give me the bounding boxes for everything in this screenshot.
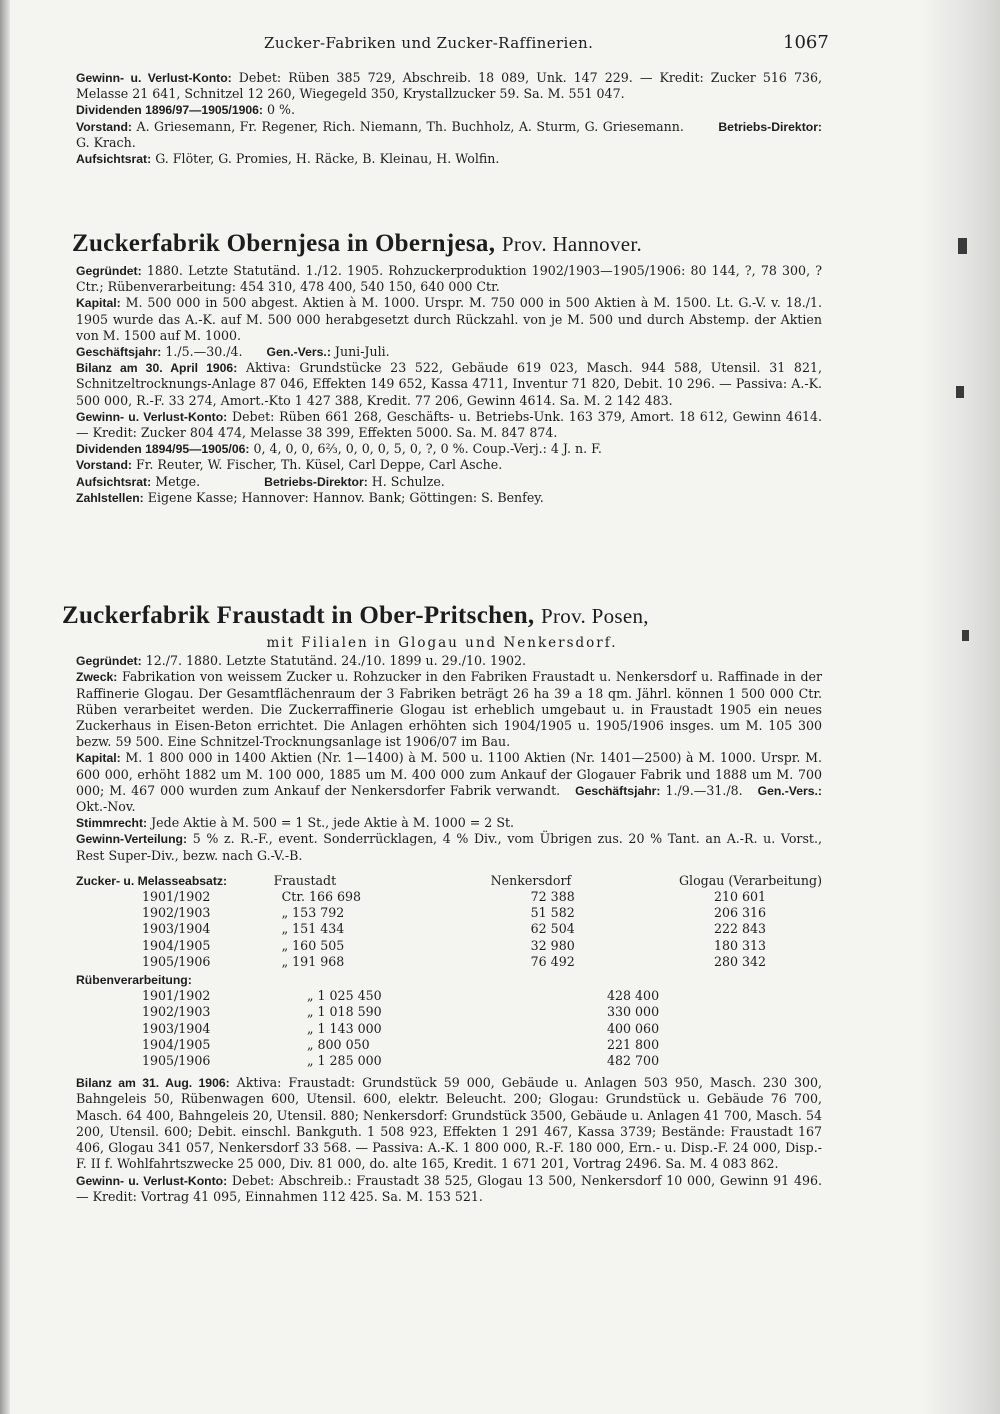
year-cell: 1901/1902 (142, 988, 211, 1004)
page-edge-shadow (920, 0, 1000, 1414)
field-label: Gewinn- u. Verlust-Konto: (76, 409, 228, 424)
field-label: Dividenden 1894/95—1905/06: (76, 442, 250, 457)
table-row (62, 1021, 797, 1037)
field-label: Gen.-Vers.: (757, 783, 822, 798)
field-label: Aufsichtsrat: (76, 474, 152, 489)
year-cell: 1905/1906 (142, 953, 211, 969)
glogau-cell: 180 313 (713, 937, 767, 953)
fraustadt-cell: „ 1 018 590 (307, 1004, 382, 1020)
glogau-cell: 222 843 (713, 921, 767, 937)
table-label: Rübenverarbeitung: (76, 973, 192, 988)
nenkersdorf-cell: 221 800 (607, 1036, 660, 1052)
company-heading: Zuckerfabrik Obernjesa in Obernjesa, Prov. Hannover. (72, 230, 643, 257)
field-label: Kapital: (76, 296, 121, 311)
glogau-cell: 280 342 (713, 953, 767, 969)
year-cell: 1905/1906 (142, 1053, 211, 1069)
year-cell: 1902/1903 (142, 1004, 211, 1020)
field-label: Gegründet: (76, 264, 142, 278)
field-label: Bilanz am 31. Aug. 1906: (76, 1076, 230, 1091)
field-label: Aufsichtsrat: (76, 152, 152, 167)
nenkersdorf-cell: 62 504 (530, 921, 575, 937)
field-label: Zweck: (76, 670, 118, 685)
year-cell: 1904/1905 (142, 937, 211, 953)
previous-entry-tail (62, 70, 822, 167)
year-cell: 1904/1905 (142, 1036, 211, 1052)
field-label: Stimmrecht: (76, 816, 148, 831)
field-label: Gewinn-Verteilung: (76, 832, 188, 847)
field-label: Gewinn- u. Verlust-Konto: (76, 1173, 228, 1188)
table-row (62, 1037, 797, 1053)
field-label: Betriebs-Direktor: (264, 474, 368, 489)
field-label: Geschäftsjahr: (76, 345, 162, 360)
table-row (62, 1004, 797, 1020)
column-header: Nenkersdorf (490, 872, 572, 888)
supervisory-paragraph: Aufsichtsrat: G. Flöter, G. Promies, H. Räcke, B. Kleinau, H. Wolfin. (76, 151, 500, 167)
year-cell: 1902/1903 (142, 905, 211, 921)
scan-mark (962, 630, 969, 641)
table-row (62, 1053, 797, 1069)
table-row (62, 921, 822, 937)
glogau-cell: 210 601 (713, 889, 767, 905)
field-label: Geschäftsjahr: (575, 783, 661, 798)
field-label: Dividenden 1896/97—1905/1906: (76, 103, 263, 118)
fraustadt-cell: „ 1 143 000 (307, 1020, 382, 1036)
nenkersdorf-cell: 428 400 (607, 988, 660, 1004)
table-row (62, 905, 822, 921)
table-header-row (62, 873, 822, 889)
nenkersdorf-cell: 32 980 (530, 937, 575, 953)
sales-table (62, 873, 822, 970)
table-header-row (62, 972, 797, 988)
nenkersdorf-cell: 482 700 (607, 1053, 660, 1069)
fraustadt-cell: „ 153 792 (281, 905, 345, 921)
fraustadt-cell: „ 151 434 (281, 921, 345, 937)
nenkersdorf-cell: 51 582 (530, 905, 575, 921)
company-heading: Zuckerfabrik Fraustadt in Ober-Pritschen, Prov. Posen, (62, 602, 649, 629)
board-paragraph: Vorstand: A. Griesemann, Fr. Regener, Rich. Niemann, Th. Buchholz, A. Sturm, G. Griesemann. Betriebs-Direktor: G. Krach. (76, 118, 822, 150)
fraustadt-cell: „ 1 285 000 (307, 1053, 382, 1069)
field-label: Kapital: (76, 751, 121, 766)
field-label: Gen.-Vers.: (266, 345, 331, 360)
fraustadt-cell: „ 800 050 (307, 1036, 370, 1052)
field-label: Gewinn- u. Verlust-Konto: (76, 71, 232, 85)
fraustadt-cell: „ 191 968 (281, 953, 345, 969)
column-header: Glogau (Verarbeitung) (678, 872, 822, 888)
field-label: Gegründet: (76, 654, 142, 669)
field-label: Bilanz am 30. April 1906: (76, 361, 238, 376)
field-label: Vorstand: (76, 458, 132, 473)
gv-paragraph: Gewinn- u. Verlust-Konto: Debet: Rüben 385 729, Abschreib. 18 089, Unk. 147 229. — Kredit: Zucker 516 736, Melasse 21 641, Schnitzel 12 260, Wiegegeld 350, Krystallzucker 59. Sa. M. 551 047. (76, 70, 822, 102)
nenkersdorf-cell: 72 388 (530, 889, 575, 905)
fraustadt-cell: „ 160 505 (281, 937, 345, 953)
column-header: Fraustadt (273, 872, 337, 888)
field-label: Vorstand: (76, 119, 132, 134)
running-title: Zucker-Fabriken und Zucker-Raffinerien. (264, 34, 594, 52)
table-row (62, 938, 822, 954)
field-label: Zahlstellen: (76, 490, 144, 505)
glogau-cell: 206 316 (713, 905, 767, 921)
field-label: Betriebs-Direktor: (718, 119, 822, 134)
company-entry-obernjesa: Zuckerfabrik Obernjesa in Obernjesa, Prov. Hannover. Gegründet: 1880. Letzte Statutänd. 1./12. 1905. Rohzuckerproduktion 1902/1903—1905/1906: 80 144, ?, 78 300, ? Ctr.; Rübenverarbeitung: 454 310, 478 400, 540 150, 640 000 Ctr. Kapital: M. 500 000 in 500 abgest. Aktien à M. 1000. Urspr. M. 750 000 in 500 Aktien à M. 1500. Lt. G.-V. v. 18./1. 1905 wurde das A.-K. auf M. 500 000 herabgesetzt durch Rückzahl. von je M. 500 und durch Abstemp. der Aktien von M. 1500 auf M. 1000. Geschäftsjahr: 1./5.—30./4. Gen.-Vers.: Juni-Juli. Bilanz am 30. April 1906: Aktiva: Grundstücke 23 522, Gebäude 619 023, Masch. 944 588, Utensil. 31 821, Schnitzeltrocknungs-Anlage 87 046, Effekten 149 652, Kassa 4711, Inventur 71 820, Debit. 10 296. — Passiva: A.-K. 500 000, R.-F. 33 274, Amort.-Kto 1 427 388, Kredit. 77 206, Gewinn 4614. Sa. M. 2 142 483. Gewinn- u. Verlust-Konto: Debet: Rüben 661 268, Geschäfts- u. Betriebs-Unk. 163 379, Amort. 18 612, Gewinn 4614. — Kredit: Zucker 804 474, Melasse 38 399, Effekten 5000. Sa. M. 847 874. Dividenden 1894/95—1905/06: 0, 4, 0, 0, 6⅔, 0, 0, 0, 5, 0, ?, 0 %. Coup.-Verj.: 4 J. n. F. Vorstand: Fr. Reuter, W. Fischer, Th. Küsel, Carl Deppe, Carl Asche. Aufsichtsrat: Metge. Betriebs-Direktor: H. Schulze. Zahlstellen: Eigene Kasse; Hannover: Hannov. Bank; Göttingen: S. Benfey. (62, 228, 822, 506)
company-entry-fraustadt: Zuckerfabrik Fraustadt in Ober-Pritschen, Prov. Posen, mit Filialen in Glogau und Nenkersdorf. Gegründet: 12./7. 1880. Letzte Statutänd. 24./10. 1899 u. 29./10. 1902. Zweck: Fabrikation von weissem Zucker u. Rohzucker in den Fabriken Fraustadt u. Nenkersdorf u. Raffinade in der Raffinerie Glogau. Der Gesamtflächenraum der 3 Fabriken beträgt 26 ha 39 a 18 qm. Jährl. können 1 500 000 Ctr. Rüben verarbeitet werden. Die Zuckerraffinerie Glogau ist erheblich umgebaut u. in Fraustadt 1905 ein neues Zuckerhaus in Eisen-Beton errichtet. Die Anlagen erhöhten sich 1904/1905 u. 1905/1906 insges. um M. 105 300 bezw. 59 500. Eine Schnitzel-Trocknungsanlage ist 1906/07 im Bau. Kapital: M. 1 800 000 in 1400 Aktien (Nr. 1—1400) à M. 500 u. 1100 Aktien (Nr. 1401—2500) à M. 1000. Urspr. M. 600 000, erhöht 1882 um M. 100 000, 1885 um M. 400 000 zum Ankauf der Glogauer Fabrik und 1888 um M. 700 000; M. 467 000 wurden zum Ankauf der Nenkersdorfer Fabrik verwandt. Geschäftsjahr: 1./9.—31./8. Gen.-Vers.: Okt.-Nov. Stimmrecht: Jede Aktie à M. 500 = 1 St., jede Aktie à M. 1000 = 2 St. Gewinn-Verteilung: 5 % z. R.-F., event. Sonderrücklagen, 4 % Div., vom Übrigen zus. 20 % Tant. an A.-R. u. Vorst., Rest Super-Div., bezw. nach G.-V.-B. Zucker- u. Melasseabsatz: Fraustadt Nenkersdorf Glogau (Verarbeitung) 1901/1902 Ctr. 166 698 72 388 210 601 1902/1903 „ 153 792 51 582 206 316 1903/1904 „ 151 434 62 504 222 843 1904/1905 „ 160 505 32 980 180 313 1905/1906 „ 191 968 76 492 280 342 Rübenverarbeitung: 1901/1902 „ 1 025 450 428 400 1902/1903 „ 1 018 590 330 000 1903/1904 „ 1 143 000 400 060 1904/1905 „ 800 050 221 800 1905/1906 „ 1 285 000 482 700 Bilanz am 31. Aug. 1906: Aktiva: Fraustadt: Grundstück 59 000, Gebäude u. Anlagen 503 950, Masch. 230 300, Bahngeleis 50, Rübenwagen 600, Utensil. 600, elektr. Beleucht. 200; Glogau: Grundstück u. Gebäude 76 700, Masch. 64 400, Bahngeleis 20, Utensil. 880; Nenkersdorf: Grundstück 3500, Gebäude u. Anlagen 41 700, Masch. 54 200, Utensil. 600; Debit. einschl. Bankguth. 1 508 923, Effekten 1 291 467, Kassa 3739; Bestände: Fraustadt 167 406, Glogau 341 057, Nenkersdorf 33 568. — Passiva: A.-K. 1 800 000, R.-F. 180 000, Ern.- u. Disp.-F. 24 000, Disp.-F. II f. Wohlfahrtszwecke 25 000, Div. 81 000, do. alte 165, Kredit. 1 671 201, Vortrag 2496. Sa. M. 4 083 862. Gewinn- u. Verlust-Konto: Debet: Abschreib.: Fraustadt 38 525, Glogau 13 500, Nenkersdorf 10 000, Gewinn 91 496. — Kredit: Vortrag 41 095, Einnahmen 112 425. Sa. M. 153 521. (62, 602, 822, 1204)
year-cell: 1903/1904 (142, 921, 211, 937)
table-label: Zucker- u. Melasseabsatz: (76, 873, 228, 888)
nenkersdorf-cell: 400 060 (607, 1020, 660, 1036)
nenkersdorf-cell: 76 492 (530, 953, 575, 969)
binding-shadow (0, 0, 10, 1414)
year-cell: 1901/1902 (142, 889, 211, 905)
scan-mark (956, 386, 964, 398)
year-cell: 1903/1904 (142, 1020, 211, 1036)
table-row (62, 988, 797, 1004)
fraustadt-cell: Ctr. 166 698 (281, 889, 362, 905)
subheading: mit Filialen in Glogau und Nenkersdorf. (266, 635, 618, 651)
table-row (62, 889, 822, 905)
table-row (62, 954, 822, 970)
dividend-paragraph: Dividenden 1896/97—1905/1906: 0 %. (76, 102, 295, 118)
beet-processing-table (62, 972, 797, 1069)
page-number: 1067 (783, 32, 829, 53)
scan-mark (958, 238, 967, 254)
nenkersdorf-cell: 330 000 (607, 1004, 660, 1020)
fraustadt-cell: „ 1 025 450 (307, 988, 382, 1004)
